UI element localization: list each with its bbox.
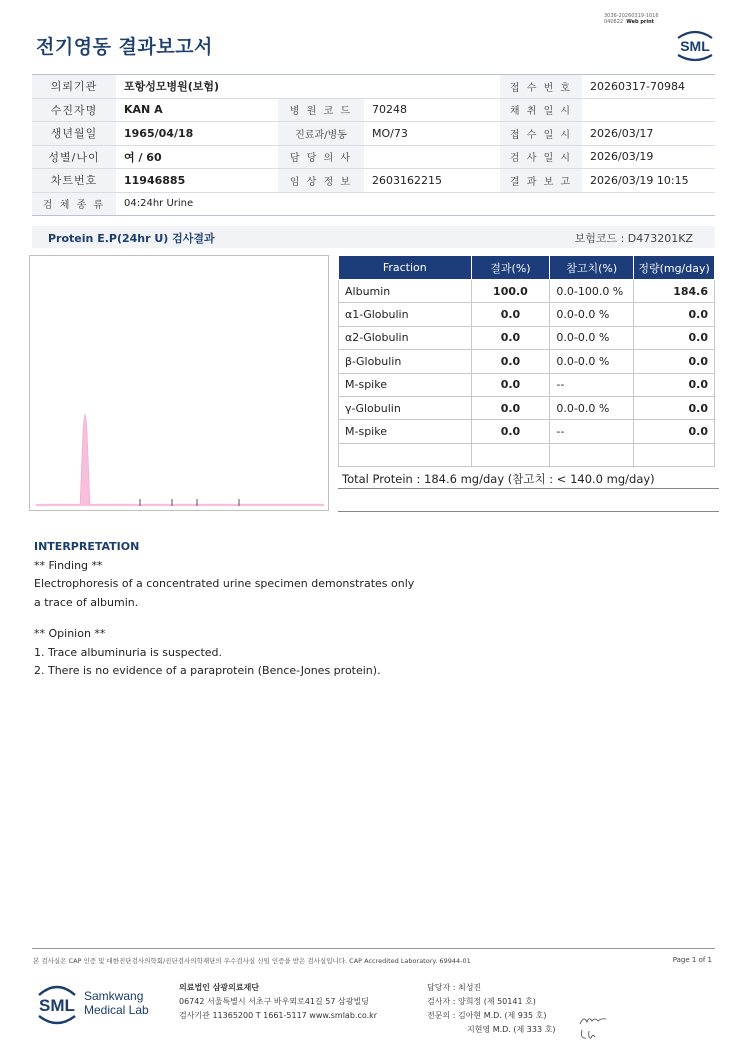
- fraction-ref: 0.0-0.0 %: [550, 350, 634, 373]
- specimen-value: 04:24hr Urine: [116, 192, 715, 216]
- report-value: 2026/03/19 10:15: [582, 169, 715, 193]
- page-number: Page 1 of 1: [672, 956, 712, 964]
- divider: [338, 511, 719, 512]
- fraction-result: 0.0: [471, 326, 550, 349]
- fraction-name: γ-Globulin: [339, 396, 472, 419]
- electropherogram: [29, 255, 329, 511]
- document-code-line2: 040822: [604, 19, 624, 25]
- opinion-item: 1. Trace albuminuria is suspected.: [34, 645, 223, 659]
- accreditation-note: 본 검사실은 CAP 인증 및 대한진단검사의학회/진단검사의학재단의 우수검사실 신임 인증을 받은 검사실입니다. CAP Accredited Laboratory. 69944-01: [33, 957, 471, 965]
- staff-manager: 담당자 : 최성진: [427, 983, 482, 992]
- interpretation-heading: INTERPRETATION: [34, 540, 140, 553]
- fraction-ref: 0.0-0.0 %: [550, 396, 634, 419]
- staff-info: [427, 981, 555, 1037]
- result-section-header: [32, 226, 715, 248]
- fraction-qty: 0.0: [634, 396, 715, 419]
- col-header-quantity: 정량(mg/day): [634, 256, 715, 280]
- dept-label: 진료과/병동: [278, 122, 364, 146]
- institution-label: 의뢰기관: [32, 75, 116, 99]
- report-label: 결 과 보 고: [500, 169, 582, 193]
- staff-tester: 검사자 : 양희정 (제 50141 호): [427, 997, 536, 1006]
- table-row: [339, 326, 715, 349]
- divider: [338, 488, 719, 489]
- results-header-row: [339, 256, 715, 280]
- table-row: [339, 280, 715, 303]
- total-protein-value: 184.6 mg/day: [424, 472, 505, 486]
- fraction-qty: 0.0: [634, 373, 715, 396]
- fraction-name: M-spike: [339, 420, 472, 443]
- page-title: 전기영동 결과보고서: [36, 36, 213, 58]
- finding-heading: ** Finding **: [34, 558, 103, 572]
- document-code: [604, 13, 659, 25]
- sml-logo-text: SML: [680, 38, 710, 54]
- finding-text-line: Electrophoresis of a concentrated urine specimen demonstrates only: [34, 577, 415, 590]
- info-row: [32, 145, 715, 169]
- specimen-label: 검 체 종 류: [32, 192, 116, 216]
- fraction-result: 100.0: [471, 280, 550, 303]
- electropherogram-svg: [30, 256, 330, 512]
- total-protein: [342, 471, 655, 487]
- fraction-ref: --: [550, 373, 634, 396]
- collect-value: [582, 98, 715, 122]
- chart-no-label: 차트번호: [32, 169, 116, 193]
- col-header-result: 결과(%): [471, 256, 550, 280]
- sex-age-value: 여 / 60: [116, 145, 278, 169]
- fraction-result: 0.0: [471, 350, 550, 373]
- test-date-value: 2026/03/19: [582, 145, 715, 169]
- patient-info-table: [32, 74, 715, 216]
- table-row: [339, 420, 715, 443]
- receipt-date-value: 2026/03/17: [582, 122, 715, 146]
- insurance-code: 보험코드 : D473201KZ: [574, 232, 693, 245]
- clinical-label: 임 상 정 보: [278, 169, 364, 193]
- sml-logo: [672, 24, 718, 64]
- section-title: Protein E.P(24hr U) 검사결과: [48, 232, 215, 245]
- opinion-item: 2. There is no evidence of a paraprotein (Bence-Jones protein).: [34, 664, 381, 677]
- sex-age-label: 성별/나이: [32, 145, 116, 169]
- dept-value: MO/73: [364, 122, 500, 146]
- fraction-ref: --: [550, 420, 634, 443]
- org-contact: 검사기관 11365200 T 1661-5117 www.smlab.co.kr: [179, 1011, 378, 1020]
- clinical-value: 2603162215: [364, 169, 500, 193]
- samkwang-logo: [37, 980, 157, 1026]
- dob-label: 생년월일: [32, 122, 116, 146]
- fraction-name: M-spike: [339, 373, 472, 396]
- table-row: [339, 373, 715, 396]
- samkwang-logo-mark: SML: [39, 996, 75, 1015]
- table-row: [339, 396, 715, 419]
- receipt-no-value: 20260317-70984: [582, 75, 715, 99]
- signature: [578, 1013, 608, 1027]
- info-row: [32, 192, 715, 216]
- fraction-result: 0.0: [471, 420, 550, 443]
- col-header-reference: 참고치(%): [550, 256, 634, 280]
- fraction-ref: 0.0-0.0 %: [550, 326, 634, 349]
- receipt-no-label: 접 수 번 호: [500, 75, 582, 99]
- table-row-empty: [339, 443, 715, 466]
- institution-value: 포항성모병원(보험): [116, 75, 500, 99]
- org-address: 06742 서울특별시 서초구 바우뫼로41길 57 삼광빌딩: [179, 997, 369, 1006]
- doctor-label: 담 당 의 사: [278, 145, 364, 169]
- fraction-name: β-Globulin: [339, 350, 472, 373]
- fraction-name: Albumin: [339, 280, 472, 303]
- hospital-code-value: 70248: [364, 98, 500, 122]
- fraction-result: 0.0: [471, 396, 550, 419]
- samkwang-logo-line1: Samkwang: [84, 989, 144, 1003]
- fraction-name: α1-Globulin: [339, 303, 472, 326]
- table-row: [339, 350, 715, 373]
- receipt-date-label: 접 수 일 시: [500, 122, 582, 146]
- fraction-ref: 0.0-0.0 %: [550, 303, 634, 326]
- col-header-fraction: Fraction: [339, 256, 472, 280]
- organization-info: [179, 981, 377, 1023]
- doctor-value: [364, 145, 500, 169]
- dob-value: 1965/04/18: [116, 122, 278, 146]
- finding-text-line: a trace of albumin.: [34, 595, 139, 609]
- fraction-qty: 0.0: [634, 326, 715, 349]
- fraction-qty: 184.6: [634, 280, 715, 303]
- fraction-qty: 0.0: [634, 303, 715, 326]
- staff-specialist: 전문의 : 김아현 M.D. (제 935 호): [427, 1011, 547, 1020]
- document-code-line1: 3036-20260319-1016: [604, 13, 659, 19]
- fraction-result: 0.0: [471, 373, 550, 396]
- total-protein-label: Total Protein :: [342, 472, 425, 486]
- collect-label: 채 취 일 시: [500, 98, 582, 122]
- patient-label: 수진자명: [32, 98, 116, 122]
- patient-value: KAN A: [116, 98, 278, 122]
- fraction-name: α2-Globulin: [339, 326, 472, 349]
- footer-divider: [32, 948, 715, 949]
- albumin-peak: [73, 414, 90, 505]
- chart-no-value: 11946885: [116, 169, 278, 193]
- staff-specialist: 지현영 M.D. (제 333 호): [467, 1025, 556, 1034]
- signature: [578, 1027, 608, 1041]
- info-row: [32, 98, 715, 122]
- fraction-ref: 0.0-100.0 %: [550, 280, 634, 303]
- info-row: [32, 122, 715, 146]
- results-table: [338, 255, 715, 467]
- opinion-heading: ** Opinion **: [34, 627, 106, 640]
- test-date-label: 검 사 일 시: [500, 145, 582, 169]
- print-label: Web print: [626, 19, 655, 25]
- info-row: [32, 75, 715, 99]
- org-name: 의료법인 삼광의료재단: [179, 983, 260, 992]
- hospital-code-label: 병 원 코 드: [278, 98, 364, 122]
- total-protein-ref: (참고치 : < 140.0 mg/day): [504, 472, 655, 486]
- table-row: [339, 303, 715, 326]
- fraction-result: 0.0: [471, 303, 550, 326]
- interpretation: [34, 538, 414, 681]
- samkwang-logo-line2: Medical Lab: [84, 1003, 149, 1017]
- fraction-qty: 0.0: [634, 420, 715, 443]
- fraction-qty: 0.0: [634, 350, 715, 373]
- info-row: [32, 169, 715, 193]
